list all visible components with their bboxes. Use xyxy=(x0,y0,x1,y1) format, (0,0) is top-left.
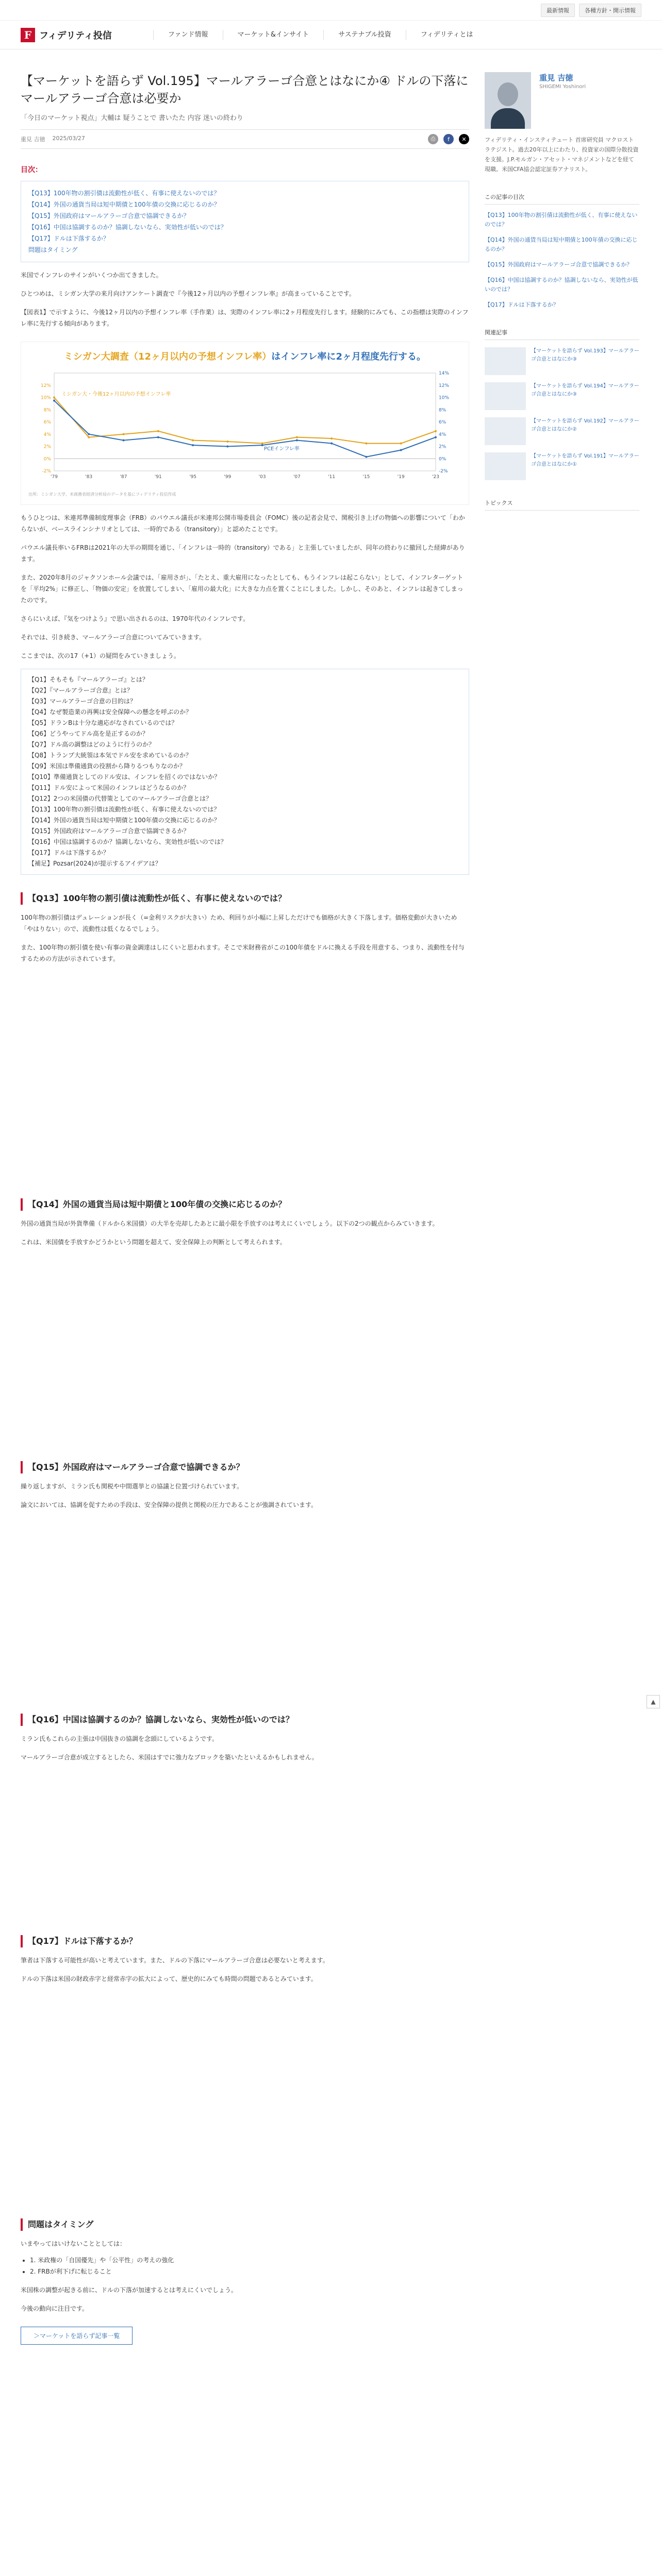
x-tick: '23 xyxy=(432,474,439,480)
legend-label-michigan: ミシガン大・今後12ヶ月以内の予想インフレ率 xyxy=(61,392,171,397)
sidebar-toc-link[interactable]: 【Q16】中国は協調するのか？協調しないなら、実効性が低いのでは？ xyxy=(485,277,638,293)
section-heading: 【Q15】外国政府はマールアラーゴ合意で協調できるか？ xyxy=(21,1461,469,1473)
x-icon[interactable]: ✕ xyxy=(459,134,469,144)
toc-link[interactable]: 【Q17】ドルは下落するか？ xyxy=(28,235,109,242)
y-tick-right: 12% xyxy=(439,383,450,388)
x-tick: '95 xyxy=(189,474,197,480)
data-point xyxy=(88,436,90,438)
data-point xyxy=(330,443,333,445)
data-point xyxy=(192,439,194,442)
qa-list-item: 【Q14】外国の通貨当局は短中期債と100年債の交換に応じるのか？ xyxy=(28,817,220,824)
body-paragraph: それでは、引き続き、マールアラーゴ合意についてみていきます。 xyxy=(21,634,206,641)
back-to-top-button[interactable] xyxy=(647,1695,660,1708)
timing-list xyxy=(21,2255,469,2277)
data-point xyxy=(296,439,298,442)
plot-frame xyxy=(54,373,436,471)
related-article[interactable]: 【マーケットを語らず Vol.192】マールアラーゴ合意とはなにか② xyxy=(485,417,639,445)
section-body-spacer xyxy=(21,1763,469,1918)
x-tick: '79 xyxy=(51,474,58,480)
y-tick-left: 10% xyxy=(40,395,51,401)
section-heading: 【Q17】ドルは下落するか？ xyxy=(21,1935,469,1947)
chevron-up-icon: ▲ xyxy=(651,1698,656,1705)
qa-list-item: 【Q17】ドルは下落するか？ xyxy=(28,849,109,856)
qa-list-item: 【Q13】100年物の割引債は流動性が低く、有事に使えないのでは？ xyxy=(28,806,220,813)
qa-list-item: 【Q15】外国政府はマールアラーゴ合意で協調できるか？ xyxy=(28,827,190,835)
table-of-contents xyxy=(21,164,469,262)
section-body-spacer xyxy=(21,1985,469,2201)
y-tick-left: 12% xyxy=(40,383,51,388)
data-point xyxy=(157,430,159,432)
timing-section xyxy=(21,2218,469,2345)
logo-text: フィデリティ投信 xyxy=(39,30,112,41)
body-paragraph: また、100年物の割引債を使い有事の資金調達はしにくいと思われます。そこで米財務省がこの100年債をドルに換える手段を用意する、つまり、流動性を付与するための方法が示されています。 xyxy=(21,944,465,962)
qa-list-item: 【Q2】『マールアラーゴ合意』とは？ xyxy=(28,687,133,694)
y-tick-left: 2% xyxy=(43,444,51,450)
chart-title: ミシガン大調査（12ヶ月以内の予想インフレ率）はインフレ率に2ヶ月程度先行する。 xyxy=(63,351,426,362)
intro-paragraph: ひとつめは、ミシガン大学の来月向けアンケート調査で『今後12ヶ月以内の予想インフレ率』が高まっていることです。 xyxy=(21,290,355,297)
x-tick: '83 xyxy=(85,474,93,480)
qa-list-item: 【Q4】なぜ製造業の再興は安全保障への懸念を呼ぶのか？ xyxy=(28,708,192,716)
intro-paragraph: 【図表1】で示すように、今後12ヶ月以内の予想インフレ率（手作業）は、実際のインフレ率に2ヶ月程度先行します。経験的にみても、この指標は実際のインフレ率に先行する傾向があります。 xyxy=(21,309,469,327)
section-heading: 【Q13】100年物の割引債は流動性が低く、有事に使えないのでは？ xyxy=(21,892,469,905)
section-heading: 問題はタイミング xyxy=(21,2218,469,2231)
x-tick: '87 xyxy=(120,474,127,480)
data-point xyxy=(296,436,298,438)
toc-link[interactable]: 問題はタイミング xyxy=(28,246,78,253)
data-point xyxy=(123,439,125,442)
series-line-pce xyxy=(54,400,436,456)
data-point xyxy=(365,443,367,445)
topics-heading: トピックス xyxy=(485,499,639,511)
article-list-button[interactable]: ＞マーケットを語らず記事一覧 xyxy=(21,2327,133,2345)
author-romaji: SHIGEMI Yoshinori xyxy=(539,84,586,90)
y-tick-right: -2% xyxy=(439,469,448,474)
nav-item-about[interactable]: フィデリティとは xyxy=(406,30,488,40)
data-point xyxy=(435,436,437,438)
intro-paragraph: 米国でインフレのサインがいくつか出てきました。 xyxy=(21,272,162,279)
section-heading: 【Q14】外国の通貨当局は短中期債と100年債の交換に応じるのか？ xyxy=(21,1198,469,1211)
nav-item-market[interactable]: マーケット&インサイト xyxy=(223,30,324,40)
related-heading: 関連記事 xyxy=(485,328,639,340)
body-paragraph: 繰り返しますが、ミラン氏も関税や中間選挙との協議と位置づけられています。 xyxy=(21,1483,243,1490)
x-tick: '15 xyxy=(362,474,370,480)
section-heading: 【Q16】中国は協調するのか？協調しないなら、実効性が低いのでは？ xyxy=(21,1714,469,1726)
body-paragraph: パウエル議長率いるFRBは2021年の大半の期間を通じ、「インフレは一時的（transitory）である」と主張していましたが、同年の終わりに撤回した経緯があります。 xyxy=(21,544,465,563)
data-point xyxy=(365,456,367,458)
body-paragraph: 筆者は下落する可能性が高いと考えています。また、ドルの下落にマールアラーゴ合意は必要ないと考えます。 xyxy=(21,1957,329,1964)
related-thumbnail xyxy=(485,417,526,445)
qa-list-item: 【Q1】そもそも『マールアラーゴ』とは？ xyxy=(28,676,148,683)
author-card xyxy=(485,72,639,129)
related-thumbnail xyxy=(485,452,526,480)
qa-list-item: 【Q8】トランプ大統領は本気でドル安を求めているのか？ xyxy=(28,752,192,759)
qa-section xyxy=(21,1935,469,2201)
qa-list xyxy=(21,669,469,875)
data-point xyxy=(330,437,333,439)
site-logo[interactable] xyxy=(21,28,112,42)
qa-section xyxy=(21,1198,469,1444)
body-paragraph: ミラン氏もこれらの主張は中国抜きの協調を念頭にしているようです。 xyxy=(21,1735,219,1742)
list-item: • 1. 米政権の「自国優先」や「公平性」の考えの強化 xyxy=(30,2255,469,2266)
qa-list-item: 【Q9】米国は準備通貨の役割から降りるつもりなのか？ xyxy=(28,762,186,770)
data-point xyxy=(88,433,90,435)
qa-list-item: 【Q7】ドル高の調整はどのように行うのか？ xyxy=(28,741,155,748)
chart-source-note: 出所：ミシガン大学、米商務省経済分析局のデータを基にフィデリティ投信作成 xyxy=(28,492,176,497)
author-name[interactable]: 重見 吉徳 xyxy=(539,73,573,82)
section-body-spacer xyxy=(21,964,469,1181)
qa-list-item: 【Q5】ドランBは十分な適応がなされているのでは？ xyxy=(28,719,178,726)
qa-list-item: 【Q6】どうやってドル高を是正するのか？ xyxy=(28,730,148,737)
related-article[interactable]: 【マーケットを語らず Vol.193】マールアラーゴ合意とはなにか③ xyxy=(485,347,639,375)
related-article[interactable]: 【マーケットを語らず Vol.194】マールアラーゴ合意とはなにか③ xyxy=(485,382,639,410)
toc-link[interactable]: 【Q15】外国政府はマールアラーゴ合意で協調できるか？ xyxy=(28,212,190,219)
facebook-icon[interactable]: f xyxy=(443,134,454,144)
y-tick-left: 4% xyxy=(43,432,51,437)
y-tick-right: 2% xyxy=(439,444,446,450)
utility-bar xyxy=(0,0,662,21)
y-tick-right: 8% xyxy=(439,408,446,413)
body-paragraph: 外国の通貨当局が外貨準備（ドルから米国債）の大半を売却したあとに最小限を手放すのは考えにくいでしょう。以下の2つの観点からみていきます。 xyxy=(21,1220,439,1227)
body-paragraph: 100年物の割引債はデュレーションが長く（=金利リスクが大きい）ため、利回りが小幅に上昇しただけでも価格が大きく下落します。価格変動が大きいため「やはりない」ので、流動性は低くなるでしょう。 xyxy=(21,914,457,933)
body-paragraph: もうひとつは、米連邦準備制度理事会（FRB）のパウエル議長が米連邦公開市場委員会（FOMC）後の記者会見で、関税引き上げの物価への影響について「わからないが、ベースラインシナリオとしては、一時的である（transitory）」と認めたことです。 xyxy=(21,514,465,533)
body-paragraph: マールアラーゴ合意が成立するとしたら、米国はすでに強力なブロックを築いたといえるかもしれません。 xyxy=(21,1754,318,1761)
x-tick: '91 xyxy=(154,474,162,480)
sidebar-toc-link[interactable]: 【Q15】外国政府はマールアラーゴ合意で協調できるか？ xyxy=(485,261,633,268)
toc-link[interactable]: 【Q14】外国の通貨当局は短中期債と100年債の交換に応じるのか？ xyxy=(28,201,220,208)
body-paragraph: また、2020年8月のジャクソンホール会議では、「雇用さが」、「たとえ、重大雇用になったとしても、もうインフレは起こらない」として、インフレターゲットを「平均2%」に修正し、「物価の安定」を放置してしまい、「雇用の最大化」に大きな力点を置くことにしました。しかし、そのあと、インフレは起きてしまったのです。 xyxy=(21,574,464,604)
share-buttons xyxy=(428,134,469,144)
sidebar xyxy=(485,72,639,2345)
y-tick-right: 4% xyxy=(439,432,446,437)
y-tick-right: 14% xyxy=(439,371,450,376)
nav-item-sustainable[interactable]: サステナブル投資 xyxy=(323,30,406,40)
y-tick-right: 0% xyxy=(439,456,446,462)
print-icon[interactable]: ⎙ xyxy=(428,134,438,144)
data-point xyxy=(400,443,402,445)
data-point xyxy=(192,444,194,446)
qa-list-item: 【Q3】マールアラーゴ合意の目的は？ xyxy=(28,698,136,705)
y-tick-right: 10% xyxy=(439,395,450,401)
data-point xyxy=(400,449,402,451)
inflation-chart xyxy=(21,342,469,505)
data-point xyxy=(226,446,228,448)
article-title: 【マーケットを語らず Vol.195】マールアラーゴ合意とはなにか④ ドルの下落にマールアラーゴ合意は必要か xyxy=(21,74,469,106)
y-tick-left: 8% xyxy=(43,408,51,413)
x-tick: '11 xyxy=(328,474,336,480)
y-tick-left: 0% xyxy=(43,456,51,462)
body-paragraph: 論文においては、協調を促すための手段は、安全保障の提供と関税の圧力であることが強調されています。 xyxy=(21,1501,318,1509)
body-paragraph: ドルの下落は米国の財政赤字と経常赤字の拡大によって、歴史的にみても時間の問題であるとみています。 xyxy=(21,1975,317,1982)
global-nav xyxy=(153,30,488,40)
sidebar-toc-link[interactable]: 【Q13】100年物の割引債は流動性が低く、有事に使えないのでは？ xyxy=(485,212,638,228)
related-thumbnail xyxy=(485,382,526,410)
x-tick: '19 xyxy=(397,474,405,480)
body-paragraph: 米国株の調整が起きる前に、ドルの下落が加速するとは考えにくいでしょう。 xyxy=(21,2286,238,2294)
section-body-spacer xyxy=(21,1511,469,1696)
body-paragraph: 今後の動向に注目です。 xyxy=(21,2305,89,2312)
article-date: 2025/03/27 xyxy=(52,135,85,142)
data-point xyxy=(157,436,159,438)
body-paragraph: さらにいえば、『気をつけよう』で思い出されるのは、1970年代のインフレです。 xyxy=(21,615,250,622)
sidebar-toc-link[interactable]: 【Q14】外国の通貨当局は短中期債と100年債の交換に応じるのか？ xyxy=(485,236,638,252)
section-body-spacer xyxy=(21,1248,469,1444)
data-point xyxy=(53,399,55,401)
utility-policy-link[interactable]: 各種方針・開示情報 xyxy=(579,4,641,17)
related-thumbnail xyxy=(485,347,526,375)
x-tick: '99 xyxy=(224,474,231,480)
toc-link[interactable]: 【Q16】中国は協調するのか？協調しないなら、実効性が低いのでは？ xyxy=(28,224,227,231)
data-point xyxy=(226,440,228,443)
legend-label-pce: PCEインフレ率 xyxy=(264,446,300,452)
author-photo xyxy=(485,72,531,129)
data-point xyxy=(261,444,263,446)
x-tick: '07 xyxy=(293,474,301,480)
data-point xyxy=(261,443,263,445)
x-tick: '03 xyxy=(258,474,266,480)
qa-list-item: 【補足】Pozsar(2024)が提示するアイデアは？ xyxy=(28,860,161,867)
y-tick-left: -2% xyxy=(42,469,51,474)
data-point xyxy=(435,430,437,432)
nav-item-fund[interactable]: ファンド情報 xyxy=(153,30,223,40)
site-header xyxy=(0,21,662,49)
qa-list-item: 【Q12】2つの米国債の代替策としてのマールアラーゴ合意とは？ xyxy=(28,795,212,802)
author-bio: フィデリティ・インスティテュート 首席研究員 マクロストラテジスト。過去20年以上にわたり、投資家の国際分散投資を支援。J.P.モルガン・アセット・マネジメントなどを経て現職。米国CFA協会認定証券アナリスト。 xyxy=(485,137,639,173)
qa-list-item: 【Q11】ドル安によって米国のインフレはどうなるのか？ xyxy=(28,784,190,791)
body-paragraph: いまやってはいけないこととしては： xyxy=(21,2240,126,2247)
logo-mark-icon: F xyxy=(21,28,35,42)
chart-plot xyxy=(28,363,461,486)
qa-section xyxy=(21,1461,469,1696)
toc-link[interactable]: 【Q13】100年物の割引債は流動性が低く、有事に使えないのでは？ xyxy=(28,190,220,197)
body-paragraph: これは、米国債を手放すかどうかという問題を超えて、安全保障上の判断として考えられます。 xyxy=(21,1239,286,1246)
toc-title: 目次： xyxy=(21,166,42,174)
article-main xyxy=(21,72,469,2345)
related-article[interactable]: 【マーケットを語らず Vol.191】マールアラーゴ合意とはなにか① xyxy=(485,452,639,480)
body-paragraph: ここまでは、次の17（+1）の疑問をみていきましょう。 xyxy=(21,652,180,659)
y-tick-left: 6% xyxy=(43,420,51,425)
article-meta xyxy=(21,129,469,149)
qa-list-item: 【Q10】準備通貨としてのドル安は、インフレを招くのではないか？ xyxy=(28,773,221,781)
data-point xyxy=(123,433,125,435)
sidebar-toc-link[interactable]: 【Q17】ドルは下落するか？ xyxy=(485,301,559,308)
sidebar-toc-heading: この記事の目次 xyxy=(485,193,639,205)
y-tick-right: 6% xyxy=(439,420,446,425)
series-line-michigan xyxy=(54,398,436,444)
list-item: • 2. FRBが利下げに転じること xyxy=(30,2266,469,2277)
qa-section xyxy=(21,1714,469,1918)
qa-list-item: 【Q16】中国は協調するのか？協調しないなら、実効性が低いのでは？ xyxy=(28,838,227,845)
article-subtitle: 「今日のマーケット視点」大輔は 疑うことで 書いたた 内容 迷いの終わり xyxy=(21,114,243,122)
page-body xyxy=(0,72,662,2345)
utility-news-link[interactable]: 最新情報 xyxy=(541,4,575,17)
qa-section xyxy=(21,892,469,1181)
article-author[interactable]: 重見 吉徳 xyxy=(21,136,45,143)
data-point xyxy=(53,397,55,399)
